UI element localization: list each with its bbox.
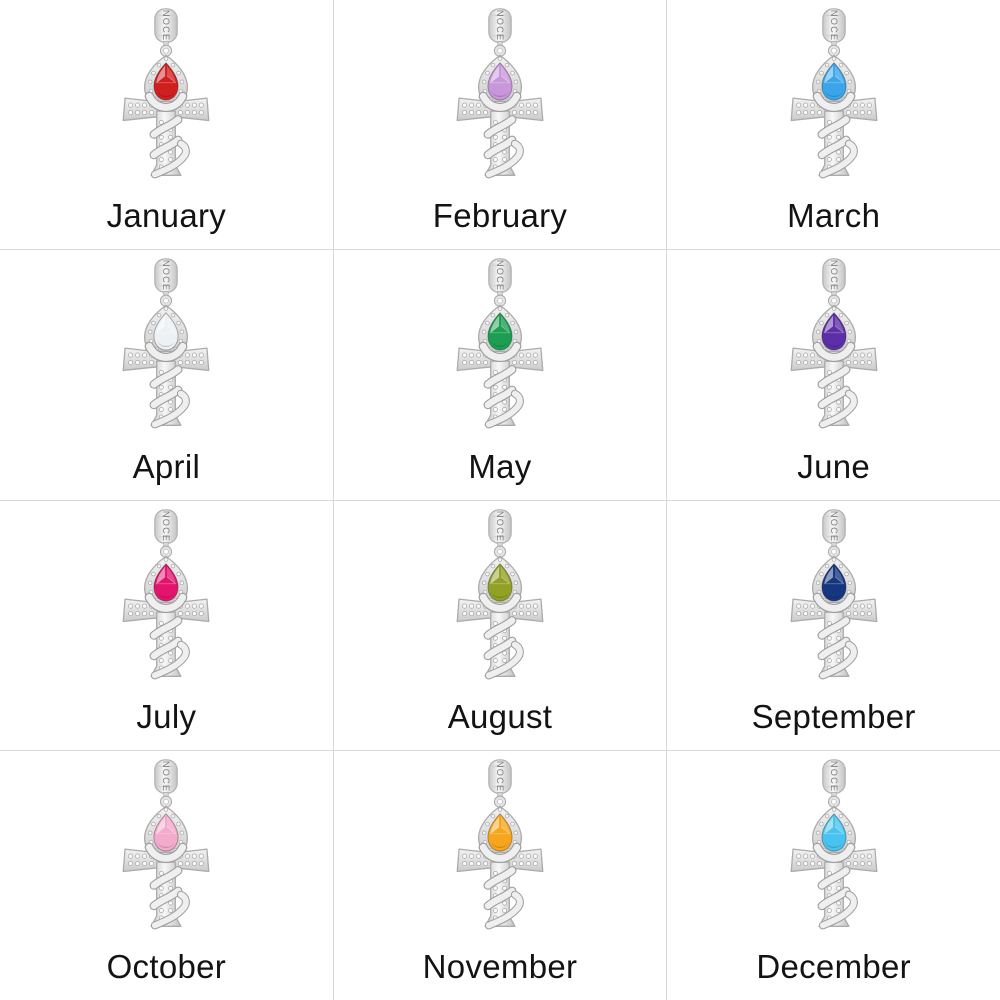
birthstone-charm-image [444,7,556,193]
charm-shape-use [457,259,543,425]
birthstone-charm-image [778,7,890,193]
charm-shape-use [457,760,543,926]
charm-shape-use [457,9,543,175]
month-label: December [756,948,911,986]
charm-variant-cell-july [0,501,333,750]
birthstone-charm-image [778,508,890,694]
birthstone-charm-image [110,7,222,193]
charm-variant-cell-april [0,250,333,499]
month-label: August [447,697,553,735]
month-label: January [106,197,227,235]
month-label: November [422,948,578,986]
charm-shape-use [791,259,877,425]
charm-shape-use [124,259,210,425]
month-label: March [787,197,881,235]
charm-variant-cell-november [334,751,667,1000]
birthstone-charm-image [778,758,890,944]
birthstone-charm-image [444,758,556,944]
charm-variant-cell-october [0,751,333,1000]
charm-variant-cell-august [334,501,667,750]
month-label: October [106,948,227,986]
birthstone-charm-image [778,257,890,443]
charm-variant-cell-january [0,0,333,249]
month-label: May [468,447,532,485]
charm-variant-cell-september [667,501,1000,750]
month-label: July [136,697,197,735]
birthstone-charm-image [110,758,222,944]
birthstone-charm-image [444,257,556,443]
birthstone-charm-image [110,257,222,443]
charm-variant-cell-december [667,751,1000,1000]
charm-variant-cell-february [334,0,667,249]
charm-variant-cell-june [667,250,1000,499]
birthstone-charm-image [444,508,556,694]
charm-shape-use [124,760,210,926]
charm-shape-use [791,509,877,675]
charm-variant-cell-may [334,250,667,499]
charm-shape-use [791,760,877,926]
month-label: June [797,447,871,485]
charm-shape-use [457,509,543,675]
month-label: September [751,697,916,735]
birthstone-charm-image [110,508,222,694]
charm-variant-cell-march [667,0,1000,249]
month-label: April [132,447,201,485]
month-label: February [432,197,568,235]
charm-shape-use [124,9,210,175]
charm-shape-use [791,9,877,175]
charm-shape-use [124,509,210,675]
